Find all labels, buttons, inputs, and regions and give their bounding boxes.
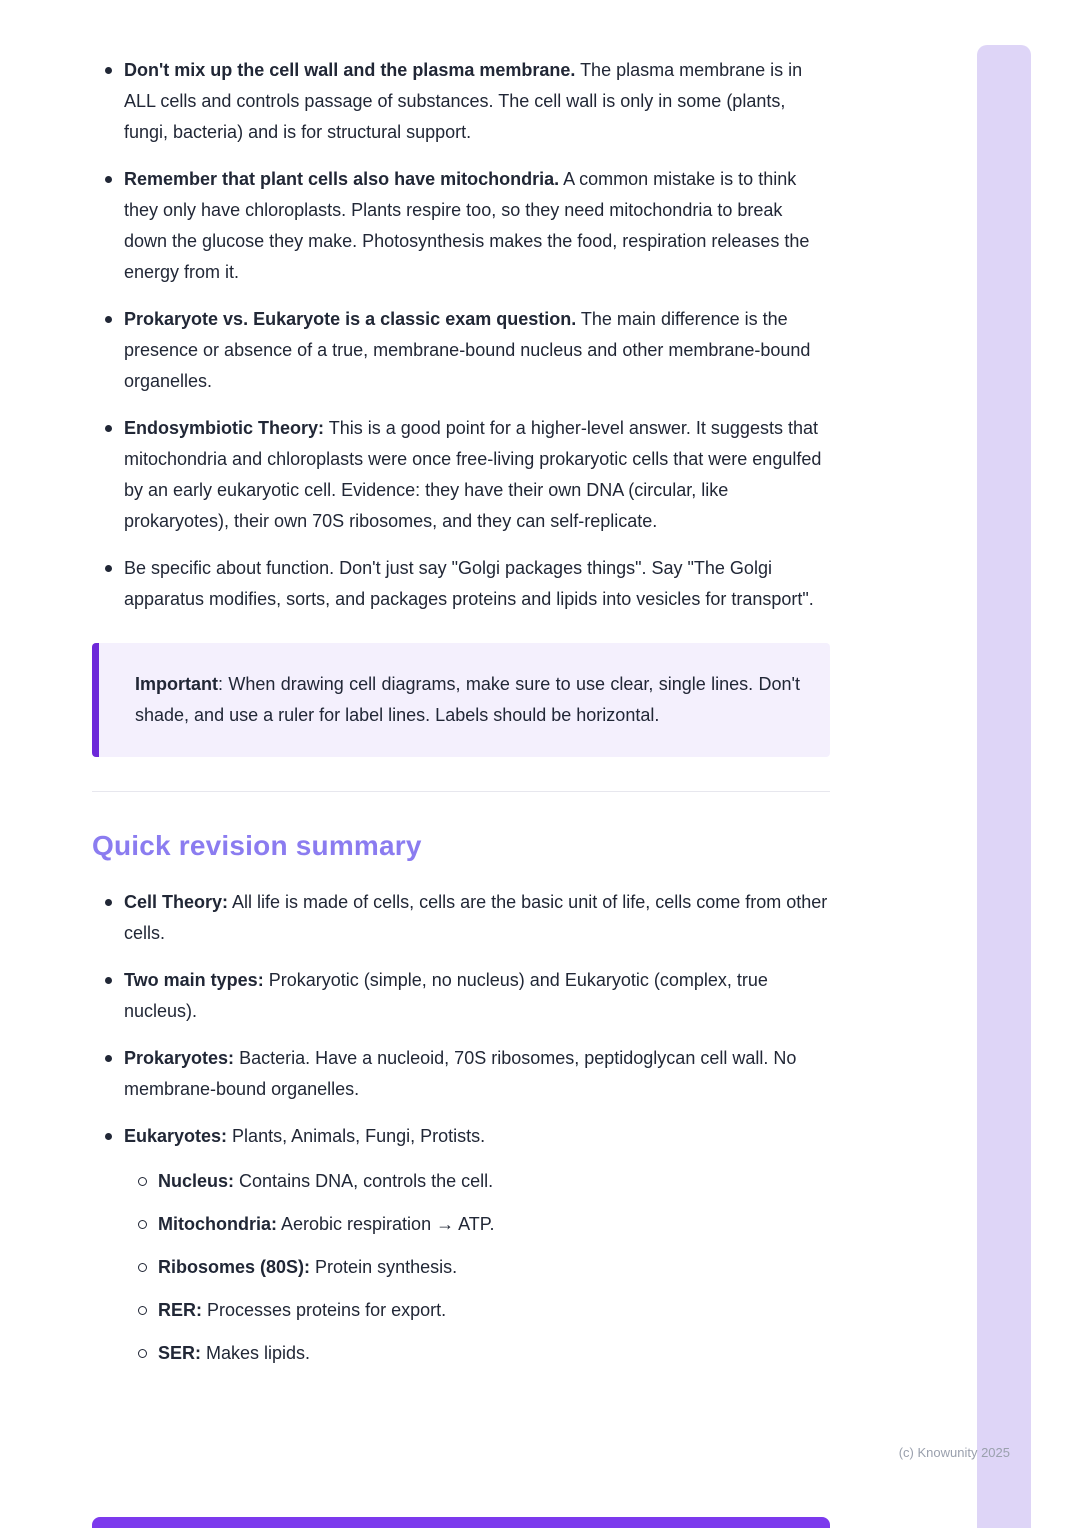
tip-text: The plasma membrane is in ALL cells and controls passage of substances. The cell wall is only in some (plants, fungi, bacteria) and is for structural support. bbox=[124, 60, 803, 142]
organelle-bold-lead: Mitochondria: bbox=[158, 1214, 277, 1234]
summary-text: Bacteria. Have a nucleoid, 70S ribosomes, peptidoglycan cell wall. No membrane-bound organelles. bbox=[124, 1048, 797, 1099]
exam-tip-item bbox=[92, 304, 830, 397]
next-section-bar bbox=[92, 1517, 830, 1528]
organelle-text: Aerobic respiration → ATP. bbox=[277, 1214, 495, 1234]
organelle-text: Makes lipids. bbox=[201, 1343, 311, 1363]
callout-body: : When drawing cell diagrams, make sure to use clear, single lines. Don't shade, and use a ruler for label lines. Labels should be horizontal. bbox=[135, 674, 800, 725]
organelle-text: Contains DNA, controls the cell. bbox=[234, 1171, 494, 1191]
organelle-bold-lead: Ribosomes (80S): bbox=[158, 1257, 311, 1277]
organelle-item bbox=[124, 1252, 830, 1283]
organelle-sublist bbox=[124, 1166, 830, 1369]
section-divider bbox=[92, 791, 830, 792]
exam-tip-item bbox=[92, 553, 830, 615]
tip-bold-lead: Remember that plant cells also have mitochondria. bbox=[124, 169, 560, 189]
summary-text: All life is made of cells, cells are the basic unit of life, cells come from other cells. bbox=[124, 892, 828, 943]
organelle-bold-lead: Nucleus: bbox=[158, 1171, 235, 1191]
summary-item bbox=[92, 887, 830, 949]
section-heading: Quick revision summary bbox=[92, 830, 422, 861]
scrollbar-track[interactable] bbox=[977, 45, 1031, 1528]
summary-item bbox=[92, 965, 830, 1027]
tip-text: This is a good point for a higher-level answer. It suggests that mitochondria and chloroplasts were once free-living prokaryotic cells that were engulfed by an early eukaryotic cell. Evidence: they have their own DNA (circular, like prokaryotes), their own 70S ribosomes, and they can self-replicate. bbox=[124, 418, 822, 531]
tip-bold-lead: Prokaryote vs. Eukaryote is a classic exam question. bbox=[124, 309, 577, 329]
summary-bold-lead: Two main types: bbox=[124, 970, 264, 990]
organelle-item bbox=[124, 1209, 830, 1240]
summary-bold-lead: Prokaryotes: bbox=[124, 1048, 235, 1068]
tip-text: Be specific about function. Don't just say "Golgi packages things". Say "The Golgi apparatus modifies, sorts, and packages proteins and lipids into vesicles for transport". bbox=[124, 558, 814, 609]
exam-tip-item bbox=[92, 55, 830, 148]
revision-summary-list bbox=[92, 887, 830, 1369]
exam-tip-item bbox=[92, 164, 830, 288]
summary-text: Prokaryotic (simple, no nucleus) and Eukaryotic (complex, true nucleus). bbox=[124, 970, 768, 1021]
organelle-item bbox=[124, 1166, 830, 1197]
important-callout bbox=[92, 643, 830, 757]
tip-text: A common mistake is to think they only have chloroplasts. Plants respire too, so they need mitochondria to break down the glucose they make. Photosynthesis makes the food, respiration releases the energy from it. bbox=[124, 169, 810, 282]
document-content bbox=[92, 55, 830, 1385]
organelle-bold-lead: RER: bbox=[158, 1300, 202, 1320]
tip-text: The main difference is the presence or absence of a true, membrane-bound nucleus and other membrane-bound organelles. bbox=[124, 309, 811, 391]
summary-item bbox=[92, 1043, 830, 1105]
summary-bold-lead: Cell Theory: bbox=[124, 892, 229, 912]
summary-text: Plants, Animals, Fungi, Protists. bbox=[227, 1126, 486, 1146]
exam-tips-list bbox=[92, 55, 830, 615]
organelle-text: Processes proteins for export. bbox=[202, 1300, 447, 1320]
tip-bold-lead: Don't mix up the cell wall and the plasma membrane. bbox=[124, 60, 576, 80]
summary-item bbox=[92, 1121, 830, 1369]
organelle-bold-lead: SER: bbox=[158, 1343, 202, 1363]
organelle-text: Protein synthesis. bbox=[310, 1257, 458, 1277]
callout-bold-lead: Important bbox=[135, 674, 218, 694]
exam-tip-item bbox=[92, 413, 830, 537]
organelle-item bbox=[124, 1295, 830, 1326]
tip-bold-lead: Endosymbiotic Theory: bbox=[124, 418, 325, 438]
footer-credit: (c) Knowunity 2025 bbox=[898, 1445, 1010, 1460]
summary-bold-lead: Eukaryotes: bbox=[124, 1126, 228, 1146]
organelle-item bbox=[124, 1338, 830, 1369]
callout-text bbox=[135, 669, 800, 731]
